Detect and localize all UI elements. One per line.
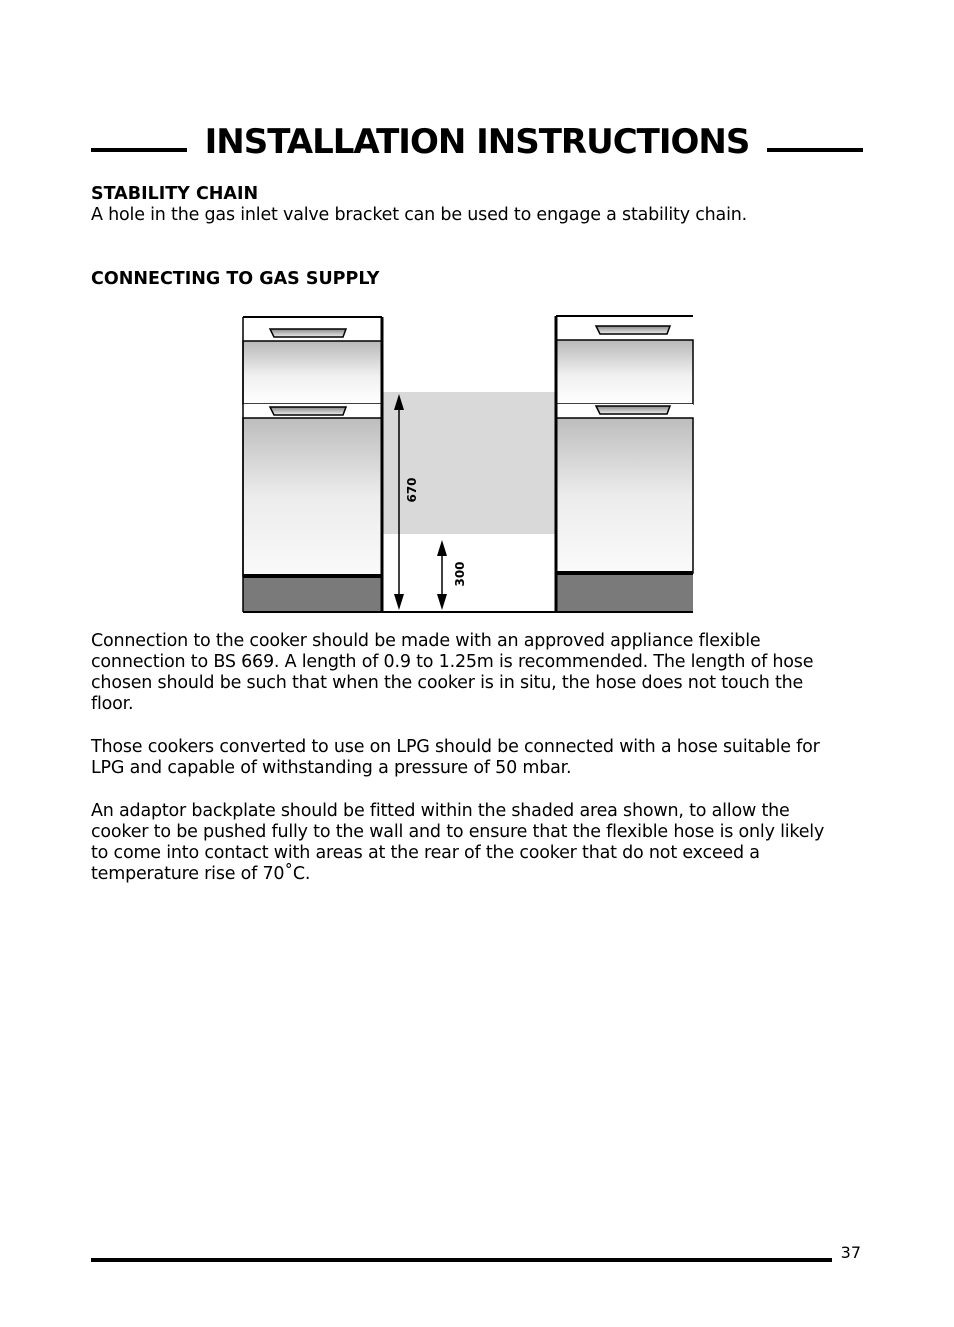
paragraph-line: connection to BS 669. A length of 0.9 to 1.25m is recommended. The length of hose: [91, 652, 814, 672]
gas-connection-diagram: [240, 312, 696, 614]
right-plinth: [556, 573, 693, 612]
paragraph-line: Those cookers converted to use on LPG should be connected with a hose suitable for: [91, 737, 820, 757]
page-title: INSTALLATION INSTRUCTIONS: [204, 122, 750, 162]
left-plinth: [243, 576, 382, 612]
stability-chain-text: A hole in the gas inlet valve bracket can be used to engage a stability chain.: [91, 205, 747, 225]
shaded-backplate-area: [382, 392, 556, 534]
drawer-handle: [596, 406, 670, 414]
gas-supply-heading: CONNECTING TO GAS SUPPLY: [91, 269, 380, 289]
paragraph-line: cooker to be pushed fully to the wall and to ensure that the flexible hose is only likely: [91, 822, 825, 842]
paragraph-line: An adaptor backplate should be fitted within the shaded area shown, to allow the: [91, 801, 790, 821]
backplate-paragraph: [91, 801, 861, 885]
paragraph-line: chosen should be such that when the cooker is in situ, the hose does not touch the: [91, 673, 804, 693]
paragraph-line: to come into contact with areas at the rear of the cooker that do not exceed a: [91, 843, 760, 863]
paragraph-line: LPG and capable of withstanding a pressure of 50 mbar.: [91, 758, 572, 778]
gas-connection-paragraph: [91, 631, 861, 715]
paragraph-line: Connection to the cooker should be made with an approved appliance flexible: [91, 631, 761, 651]
footer-rule: [91, 1258, 832, 1262]
drawer-handle: [270, 329, 346, 337]
drawer-handle: [270, 407, 346, 415]
dimension-670-label: 670: [405, 477, 419, 503]
dimension-300: [437, 540, 467, 610]
paragraph-line: temperature rise of 70˚C.: [91, 864, 311, 884]
title-rule-right: [767, 148, 863, 152]
paragraph-line: floor.: [91, 694, 134, 714]
lpg-paragraph: [91, 737, 861, 779]
dimension-300-label: 300: [453, 561, 467, 587]
left-cabinet: [243, 317, 382, 612]
drawer-handle: [596, 326, 670, 334]
page-number: 37: [840, 1243, 861, 1262]
stability-chain-heading: STABILITY CHAIN: [91, 184, 259, 204]
title-rule-left: [91, 148, 187, 152]
right-cabinet: [556, 316, 693, 612]
